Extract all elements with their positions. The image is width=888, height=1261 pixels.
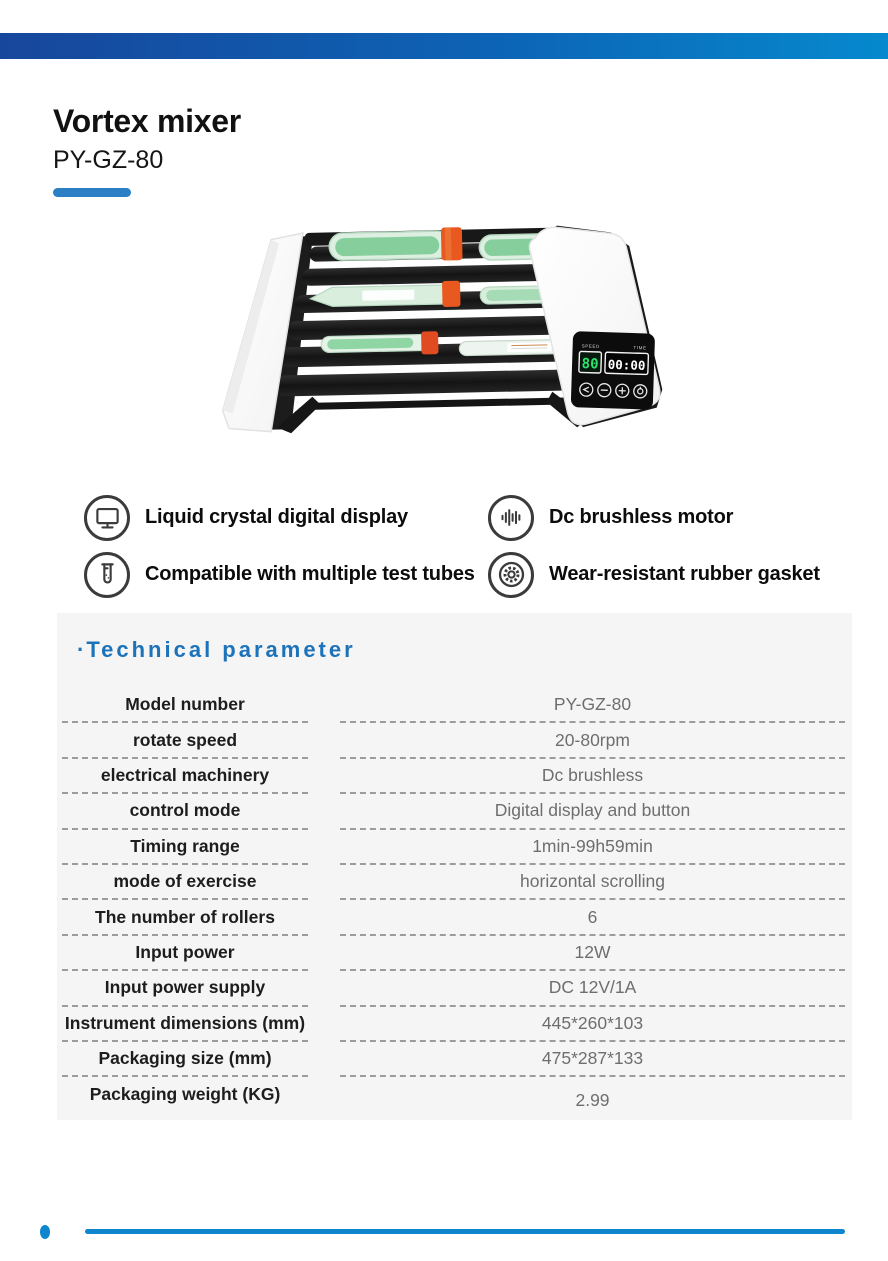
- spec-value: 445*260*103: [340, 1007, 845, 1042]
- feature-item: [488, 494, 820, 541]
- technical-parameter-panel: [57, 613, 852, 1120]
- table-row: [62, 759, 845, 794]
- table-row: [62, 865, 845, 900]
- test-tube-icon: [84, 552, 130, 598]
- table-row: [62, 723, 845, 758]
- feature-label: Wear-resistant rubber gasket: [549, 563, 820, 585]
- spec-value: 1min-99h59min: [340, 830, 845, 865]
- header: [53, 103, 241, 197]
- spec-value: 475*287*133: [340, 1042, 845, 1077]
- spec-value: 20-80rpm: [340, 723, 845, 758]
- feature-label: Dc brushless motor: [549, 506, 734, 528]
- table-row: [62, 1007, 845, 1042]
- feature-item: [84, 551, 475, 598]
- spec-label: rotate speed: [62, 723, 308, 758]
- speed-display: 80: [581, 355, 599, 373]
- feature-item: [488, 551, 820, 598]
- feature-item: [84, 494, 475, 541]
- control-panel: [571, 331, 655, 410]
- spec-value: 2.99: [575, 1089, 610, 1110]
- gasket-icon: [488, 552, 534, 598]
- spec-label: Timing range: [62, 830, 308, 865]
- spec-value: PY-GZ-80: [340, 688, 845, 723]
- motor-icon: [488, 495, 534, 541]
- spec-value: Dc brushless: [340, 759, 845, 794]
- section-title-text: Technical parameter: [86, 637, 356, 662]
- footer-line: [85, 1229, 845, 1234]
- table-row: [62, 936, 845, 971]
- spec-label: Packaging size (mm): [62, 1042, 308, 1077]
- feature-label: Liquid crystal digital display: [145, 506, 408, 528]
- features-right-column: [488, 494, 820, 608]
- test-tube: [329, 227, 463, 263]
- spec-value: 6: [340, 900, 845, 935]
- spec-label: Input power: [62, 936, 308, 971]
- model-number: PY-GZ-80: [53, 146, 164, 174]
- spec-label: Model number: [62, 688, 308, 723]
- section-title: [77, 637, 356, 663]
- spec-label: Input power supply: [62, 971, 308, 1006]
- table-row: [62, 971, 845, 1006]
- spec-label: electrical machinery: [62, 759, 308, 794]
- table-row: [62, 1077, 845, 1112]
- spec-value: 12W: [340, 936, 845, 971]
- spec-label: mode of exercise: [62, 865, 308, 900]
- time-label: TIME: [633, 345, 647, 351]
- footer-dot: [40, 1225, 50, 1239]
- title-underline: [53, 188, 131, 197]
- time-display: 00:00: [607, 356, 646, 373]
- features-left-column: [84, 494, 475, 608]
- table-row: [62, 830, 845, 865]
- monitor-icon: [84, 495, 130, 541]
- section-bullet: ·: [77, 637, 85, 662]
- spec-label: Packaging weight (KG): [89, 1084, 281, 1105]
- spec-value: Digital display and button: [340, 794, 845, 829]
- spec-value: horizontal scrolling: [340, 865, 845, 900]
- spec-label: The number of rollers: [62, 900, 308, 935]
- spec-label: control mode: [62, 794, 308, 829]
- page-title: Vortex mixer: [53, 103, 241, 139]
- product-image: [215, 224, 675, 434]
- spec-table: [62, 688, 845, 1113]
- table-row: [62, 794, 845, 829]
- table-row: [62, 688, 845, 723]
- speed-label: SPEED: [581, 343, 600, 350]
- spec-value: DC 12V/1A: [340, 971, 845, 1006]
- roller-mixer-illustration: [215, 224, 675, 434]
- top-accent-bar: [0, 33, 888, 59]
- table-row: [62, 900, 845, 935]
- table-row: [62, 1042, 845, 1077]
- feature-label: Compatible with multiple test tubes: [145, 563, 475, 585]
- spec-label: Instrument dimensions (mm): [62, 1007, 308, 1042]
